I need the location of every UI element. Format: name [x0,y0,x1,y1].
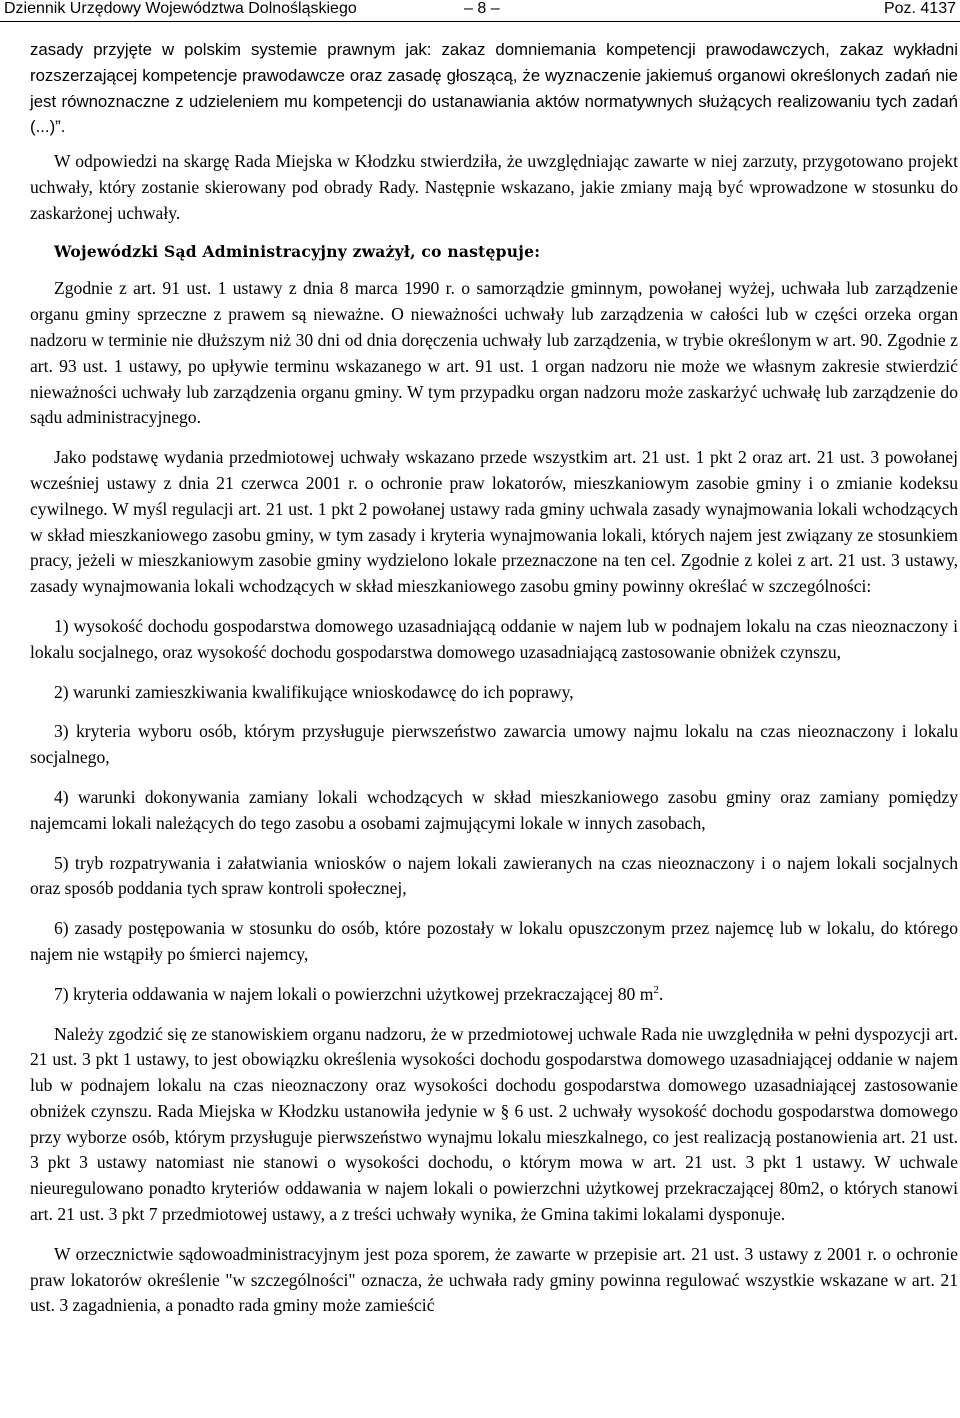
paragraph-jurisprudence: W orzecznictwie sądowoadministracyjnym jest poza sporem, że zawarte w przepisie art. 21 ust. 3 ustawy z 2001 r. o ochronie praw lokatorów określenie "w szczególności" oznacza, że uchwała rady gminy powinna regulować wszystkie wskazane w art. 21 ust. 3 zagadnienia, a ponadto rada gminy może zamieścić [30,1243,958,1316]
list-item: 5) tryb rozpatrywania i załatwiania wniosków o najem lokali zawieranych na czas nieoznaczony i o najem lokali socjalnych oraz sposób poddania tych spraw kontroli społecznej, [30,852,958,899]
paragraph-legal-basis: Zgodnie z art. 91 ust. 1 ustawy z dnia 8 marca 1990 r. o samorządzie gminnym, powołanej wyżej, uchwała lub zarządzenie organu gminy sprzeczne z prawem są nieważne. O nieważności uchwały lub zarządzenia w całości lub w części orzeka organ nadzoru w terminie nie dłuższym niż 30 dni od dnia doręczenia uchwały lub zarządzenia, w trybie określonym w art. 90. Zgodnie z art. 93 ust. 1 ustawy, po upływie terminu wskazanego w art. 91 ust. 1 organ nadzoru nie może we własnym zakresie stwierdzić nieważności uchwały lub zarządzenia organu gminy. W tym przypadku organ nadzoru może zaskarżyć uchwałę lub zarządzenie do sądu administracyjnego. [30,278,958,428]
list-item: 2) warunki zamieszkiwania kwalifikujące wnioskodawcę do ich poprawy, [54,681,574,702]
page-number: – 8 – [464,0,500,17]
list-item [30,982,958,1008]
page-header [0,0,960,22]
list-item: 1) wysokość dochodu gospodarstwa domowego uzasadniającą oddanie w najem lub w podnajem lokalu na czas nieoznaczony i lokalu socjalnego, oraz wysokość dochodu gospodarstwa domowego uzasadniającą zastosowanie obniżek czynszu, [30,615,958,662]
court-heading: Wojewódzki Sąd Administracyjny zważył, co następuje: [54,241,541,261]
list-item: 6) zasady postępowania w stosunku do osób, które pozostały w lokalu opuszczonym przez najemcę lub w lokalu, do którego najem nie wstąpiły po śmierci najemcy, [30,918,958,964]
journal-title: Dziennik Urzędowy Województwa Dolnośląskiego [4,0,357,17]
position-number: Poz. 4137 [883,0,956,17]
list-item: 4) warunki dokonywania zamiany lokali wchodzących w skład mieszkaniowego zasobu gminy oraz zamiany pomiędzy najemcami lokali należących do tego zasobu a osobami zajmującymi lokale w innych zasobach, [30,786,958,833]
list-item: 3) kryteria wyboru osób, którym przysługuje pierwszeństwo zawarcia umowy najmu lokalu na czas nieoznaczony i lokalu socjalnego, [30,721,958,768]
list-item-text: 7) kryteria oddawania w najem lokali o powierzchni użytkowej przekraczającej 80 m [54,983,654,1004]
document-body [30,37,958,1319]
list-item-end: . [658,983,664,1004]
paragraph-assessment: Należy zgodzić się ze stanowiskiem organu nadzoru, że w przedmiotowej uchwale Rada nie uwzględniła w pełni dyspozycji art. 21 ust. 3 pkt 1 ustawy, to jest obowiązku określenia wysokości dochodu gospodarstwa domowego uzasadniającej oddanie w najem lub w podnajem lokalu na czas nieoznaczony oraz wysokości dochodu gospodarstwa domowego uzasadniającej zastosowanie obniżek czynszu. Rada Miejska w Kłodzku ustanowiła jedynie w § 6 ust. 2 uchwały wysokość dochodu gospodarstwa domowego przy wyborze osób, którym przysługuje pierwszeństwo wynajmu lokalu mieszkalnego, co jest realizacją postanowienia art. 21 ust. 3 pkt 3 ustawy natomiast nie stanowi o wysokości dochodu, o którym mowa w art. 21 ust. 3 pkt 1 ustawy. W uchwale nieuregulowano ponadto kryteriów oddawania w najem lokali o powierzchni użytkowej przekraczającej 80m2, o których stanowi art. 21 ust. 3 pkt 7 przedmiotowej ustawy, a z treści uchwały wynika, że Gmina takimi lokalami dysponuje. [30,1023,958,1225]
paragraph-response: W odpowiedzi na skargę Rada Miejska w Kłodzku stwierdziła, że uwzględniając zawarte w niej zarzuty, przygotowano projekt uchwały, który zostanie skierowany pod obrady Rady. Następnie wskazano, jakie zmiany mają być wprowadzone w stosunku do zaskarżonej uchwały. [30,151,958,223]
superscript: 2 [653,983,659,996]
paragraph-statute: Jako podstawę wydania przedmiotowej uchwały wskazano przede wszystkim art. 21 ust. 1 pkt 2 oraz art. 21 ust. 3 powołanej wcześniej ustawy z dnia 21 czerwca 2001 r. o ochronie praw lokatorów, mieszkaniowym zasobie gminy i o zmianie kodeksu cywilnego. W myśl regulacji art. 21 ust. 1 pkt 2 powołanej ustawy rada gminy uchwala zasady wynajmowania lokali wchodzących w skład mieszkaniowego zasobu gminy, w tym zasady i kryteria wynajmowania lokali, których najem jest związany ze stosunkiem pracy, jeżeli w mieszkaniowym zasobie gminy wydzielono lokale przeznaczone na ten cel. Zgodnie z kolei z art. 21 ust. 3 ustawy, zasady wynajmowania lokali wchodzących w skład mieszkaniowego zasobu gminy powinny określać w szczególności: [30,447,958,597]
header-rule [0,21,960,22]
paragraph-continuation: zasady przyjęte w polskim systemie prawnym jak: zakaz domniemania kompetencji prawodawczych, zakaz wykładni rozszerzającej kompetencje prawodawcze oraz zasadę głoszącą, że wyznaczenie jakiemuś organowi określonych zadań nie jest równoznaczne z udzieleniem mu kompetencji do ustanawiania aktów normatywnych służących realizowaniu tych zadań (...)”. [30,40,958,137]
